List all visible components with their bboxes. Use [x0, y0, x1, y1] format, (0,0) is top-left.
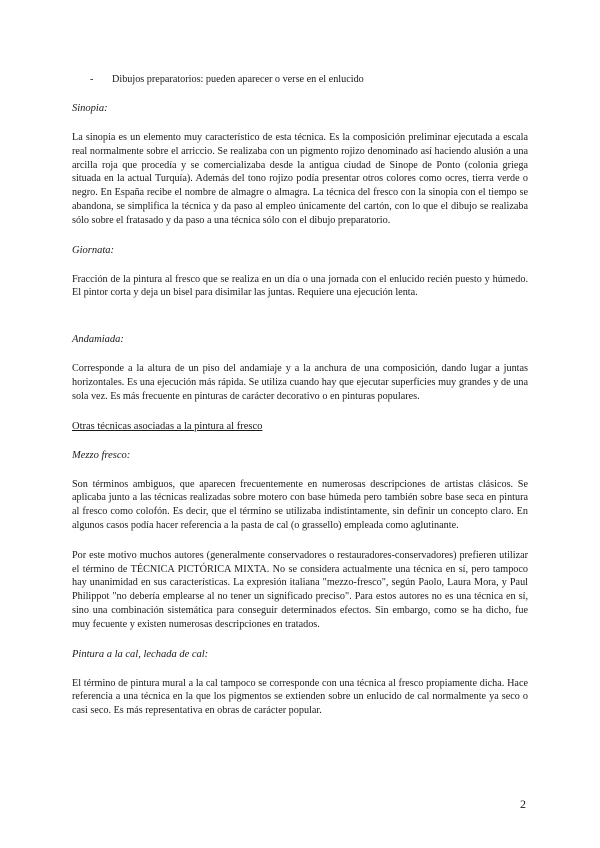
sinopia-paragraph: La sinopia es un elemento muy característico de esta técnica. Es la composición preliminar ejecutada a escala real normalmente sobre el arriccio. Se realizaba con un pigmento rojizo denominado así haciendo alusión a una arcilla roja que procedía y se comercializaba desde la antigua ciudad de Sinope de Ponto (colonia griega situada en la actual Turquía). Además del tono rojizo podía presentar otros colores como ocres, tierra verde o negro. En España recibe el nombre de almagre o almagra. La técnica del fresco con la sinopia con el tiempo se abandona, se simplifica la técnica y da paso al empleo únicamente del cartón, con lo que el dibujo se realizaba sólo sobre el fratasado y da paso a una técnica sólo con el dibujo preparatorio. — [72, 132, 528, 226]
page-content — [72, 73, 528, 734]
andamiada-paragraph: Corresponde a la altura de un piso del andamiaje y a la anchura de una composición, dando lugar a juntas horizontales. Es una ejecución más rápida. Se utiliza cuando hay que ejecutar superficies muy grandes y de una sola vez. Es más frecuente en pinturas de carácter decorativo o en pinturas populares. — [72, 363, 528, 402]
pintura-cal-heading: Pintura a la cal, lechada de cal: — [72, 648, 209, 660]
andamiada-heading: Andamiada: — [72, 334, 124, 346]
giornata-paragraph: Fracción de la pintura al fresco que se realiza en un día o una jornada con el enlucido recién puesto y húmedo. El pintor corta y deja un bisel para disimilar las juntas. Requiere una ejecución lenta. — [72, 273, 528, 299]
bullet-item — [90, 73, 528, 86]
bullet-text: Dibujos preparatorios: pueden aparecer o verse en el enlucido — [112, 74, 364, 85]
mezzo-fresco-paragraph-2: Por este motivo muchos autores (generalmente conservadores o restauradores-conservadores) prefieren utilizar el término de TÉCNICA PICTÓRICA MIXTA. No se considera actualmente una técnica en sí, pero tampoco hay unanimidad en sus características. La expresión italiana "mezzo-fresco", según Paolo, Laura Mora, y Paul Philippot "no debería emplearse al no tener un significado preciso". Para estos autores no es una técnica en sí, sino una combinación sistemática para conseguir determinados efectos. Sin embargo, como se ha dicho, fue muy fecuente y existen numerosas descripciones en tratados. — [72, 549, 528, 630]
page-number: 2 — [520, 797, 526, 811]
mezzo-fresco-heading: Mezzo fresco: — [72, 449, 131, 461]
mezzo-fresco-paragraph-1: Son términos ambiguos, que aparecen frecuentemente en numerosas descripciones de artistas clásicos. Se aplicaba junto a las técnicas realizadas sobre motero con base húmeda pero también sobre base seca en pintura al fresco como colofón. Es decir, que el término se utilizaba indistintamente, sin definir un concepto claro. En algunos casos podía hacer referencia a la pasta de cal (o grassello) empleada como aglutinante. — [72, 478, 528, 531]
giornata-heading: Giornata: — [72, 244, 114, 256]
bullet-marker: - — [90, 74, 94, 85]
sinopia-heading: Sinopia: — [72, 103, 108, 114]
other-techniques-title: Otras técnicas asociadas a la pintura al fresco — [72, 420, 263, 432]
pintura-cal-paragraph: El término de pintura mural a la cal tampoco se corresponde con una técnica al fresco propiamente dicha. Hace referencia a una técnica en la que los pigmentos se extienden sobre un enlucido de cal normalmente ya seco o casi seco. Es más representativa en obras de carácter popular. — [72, 677, 528, 717]
spacer — [72, 316, 528, 333]
